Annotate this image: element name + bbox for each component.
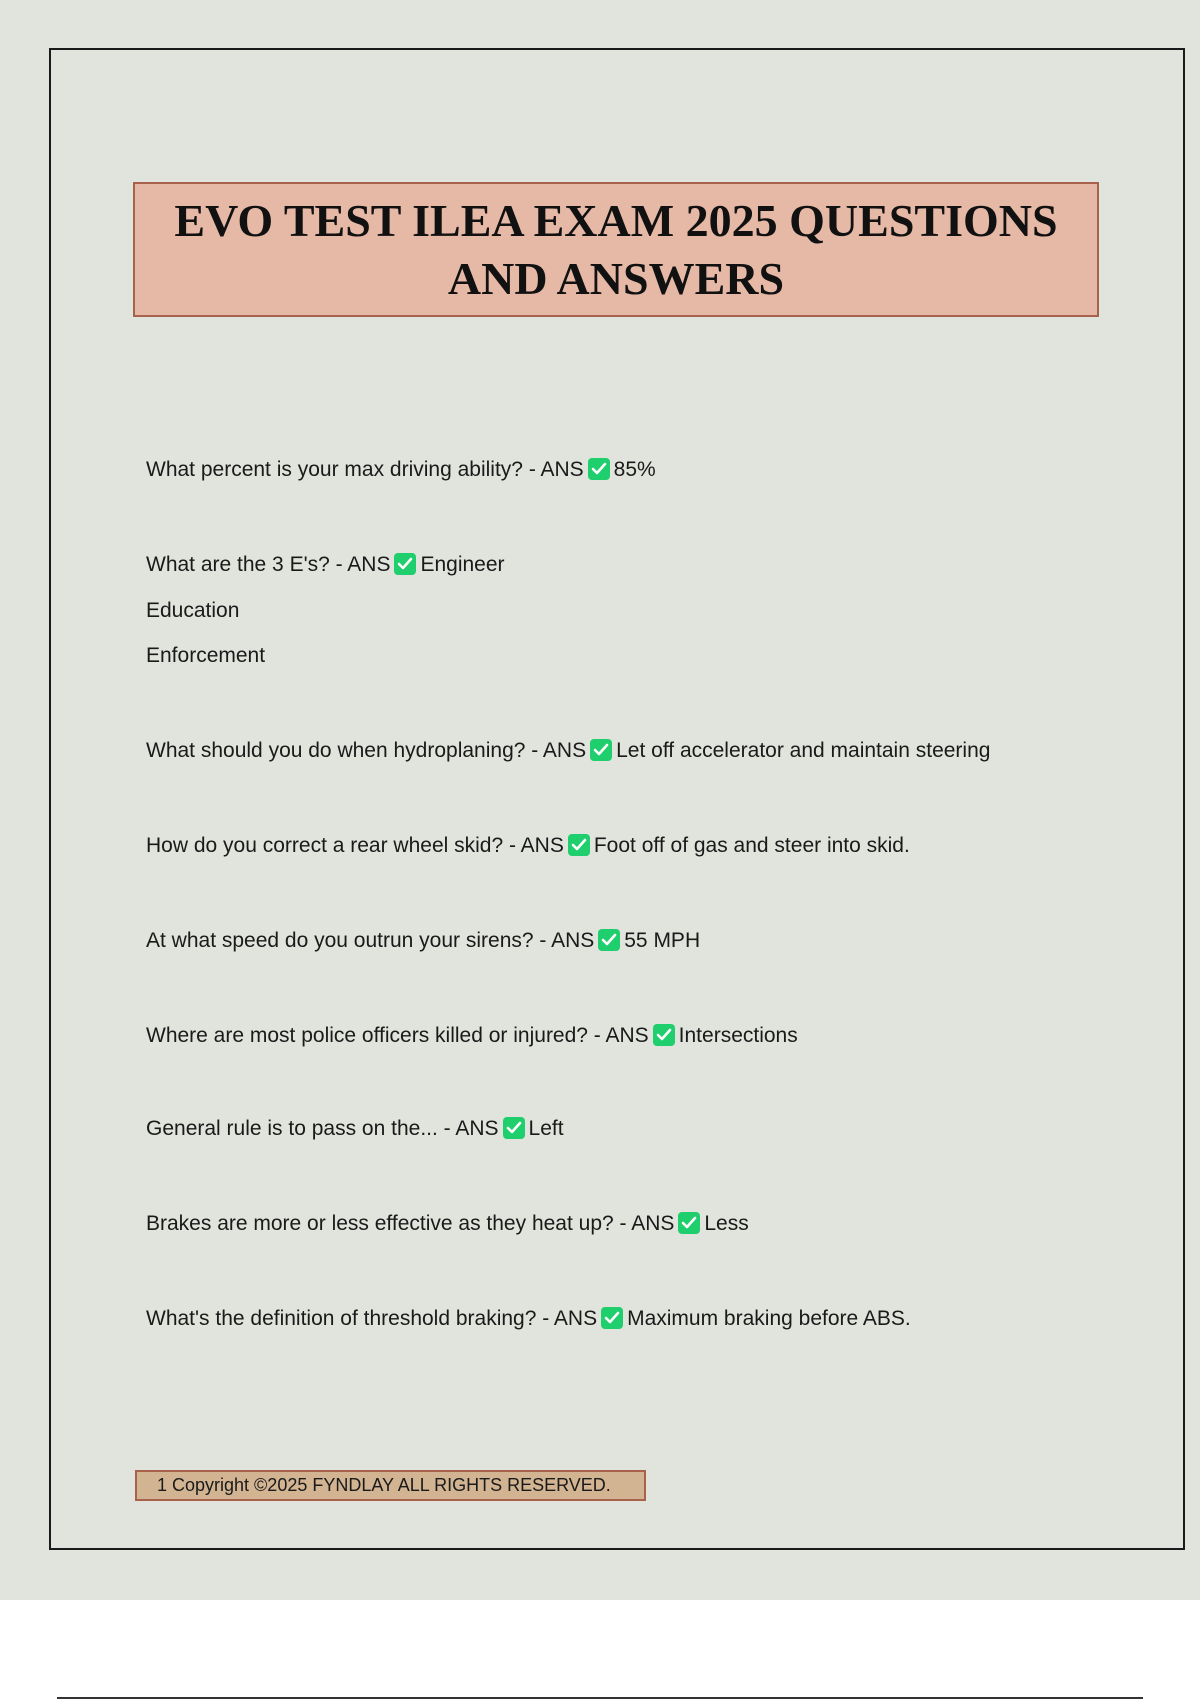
- qa-item: [146, 1115, 564, 1143]
- qa-item: [146, 1305, 911, 1333]
- answer-text: Let off accelerator and maintain steering: [616, 739, 991, 762]
- check-icon: [503, 1117, 525, 1139]
- qa-item: [146, 551, 505, 579]
- title-banner: [133, 182, 1099, 317]
- answer-text: Left: [528, 1117, 564, 1140]
- page-divider: [57, 1697, 1143, 1699]
- qa-item: [146, 927, 700, 955]
- qa-item: [146, 832, 910, 860]
- answer-text: Foot off of gas and steer into skid.: [593, 834, 910, 857]
- copyright-banner: [135, 1470, 646, 1501]
- answer-text: Intersections: [678, 1024, 798, 1047]
- check-icon: [653, 1024, 675, 1046]
- check-icon: [598, 929, 620, 951]
- check-icon: [601, 1307, 623, 1329]
- question-text: What should you do when hydroplaning? - ANS: [146, 739, 587, 762]
- answer-text: Less: [704, 1212, 749, 1235]
- answer-text: Engineer: [420, 553, 505, 576]
- question-text: Where are most police officers killed or injured? - ANS: [146, 1024, 649, 1047]
- check-icon: [568, 834, 590, 856]
- check-icon: [678, 1212, 700, 1234]
- qa-item: [146, 1210, 749, 1238]
- question-text: What's the definition of threshold braking? - ANS: [146, 1307, 598, 1330]
- answer-text: 55 MPH: [624, 929, 701, 952]
- check-icon: [590, 739, 612, 761]
- question-text: How do you correct a rear wheel skid? - ANS: [146, 834, 564, 857]
- question-text: At what speed do you outrun your sirens? - ANS: [146, 929, 595, 952]
- qa-item: [146, 1022, 798, 1050]
- copyright-text: 1 Copyright ©2025 FYNDLAY ALL RIGHTS RESERVED.: [157, 1475, 611, 1495]
- qa-item: [146, 456, 656, 484]
- document-title: EVO TEST ILEA EXAM 2025 QUESTIONS AND ANSWERS: [174, 194, 1058, 304]
- check-icon: [394, 553, 416, 575]
- question-text: What percent is your max driving ability? - ANS: [146, 458, 584, 481]
- question-text: Brakes are more or less effective as they heat up? - ANS: [146, 1212, 675, 1235]
- check-icon: [588, 458, 610, 480]
- qa-item: [146, 737, 990, 765]
- answer-text: Maximum braking before ABS.: [627, 1307, 911, 1330]
- question-text: What are the 3 E's? - ANS: [146, 553, 391, 576]
- answer-continuation: Education: [146, 599, 240, 622]
- answer-continuation: Enforcement: [146, 644, 266, 667]
- question-text: General rule is to pass on the... - ANS: [146, 1117, 499, 1140]
- answer-text: 85%: [613, 458, 656, 481]
